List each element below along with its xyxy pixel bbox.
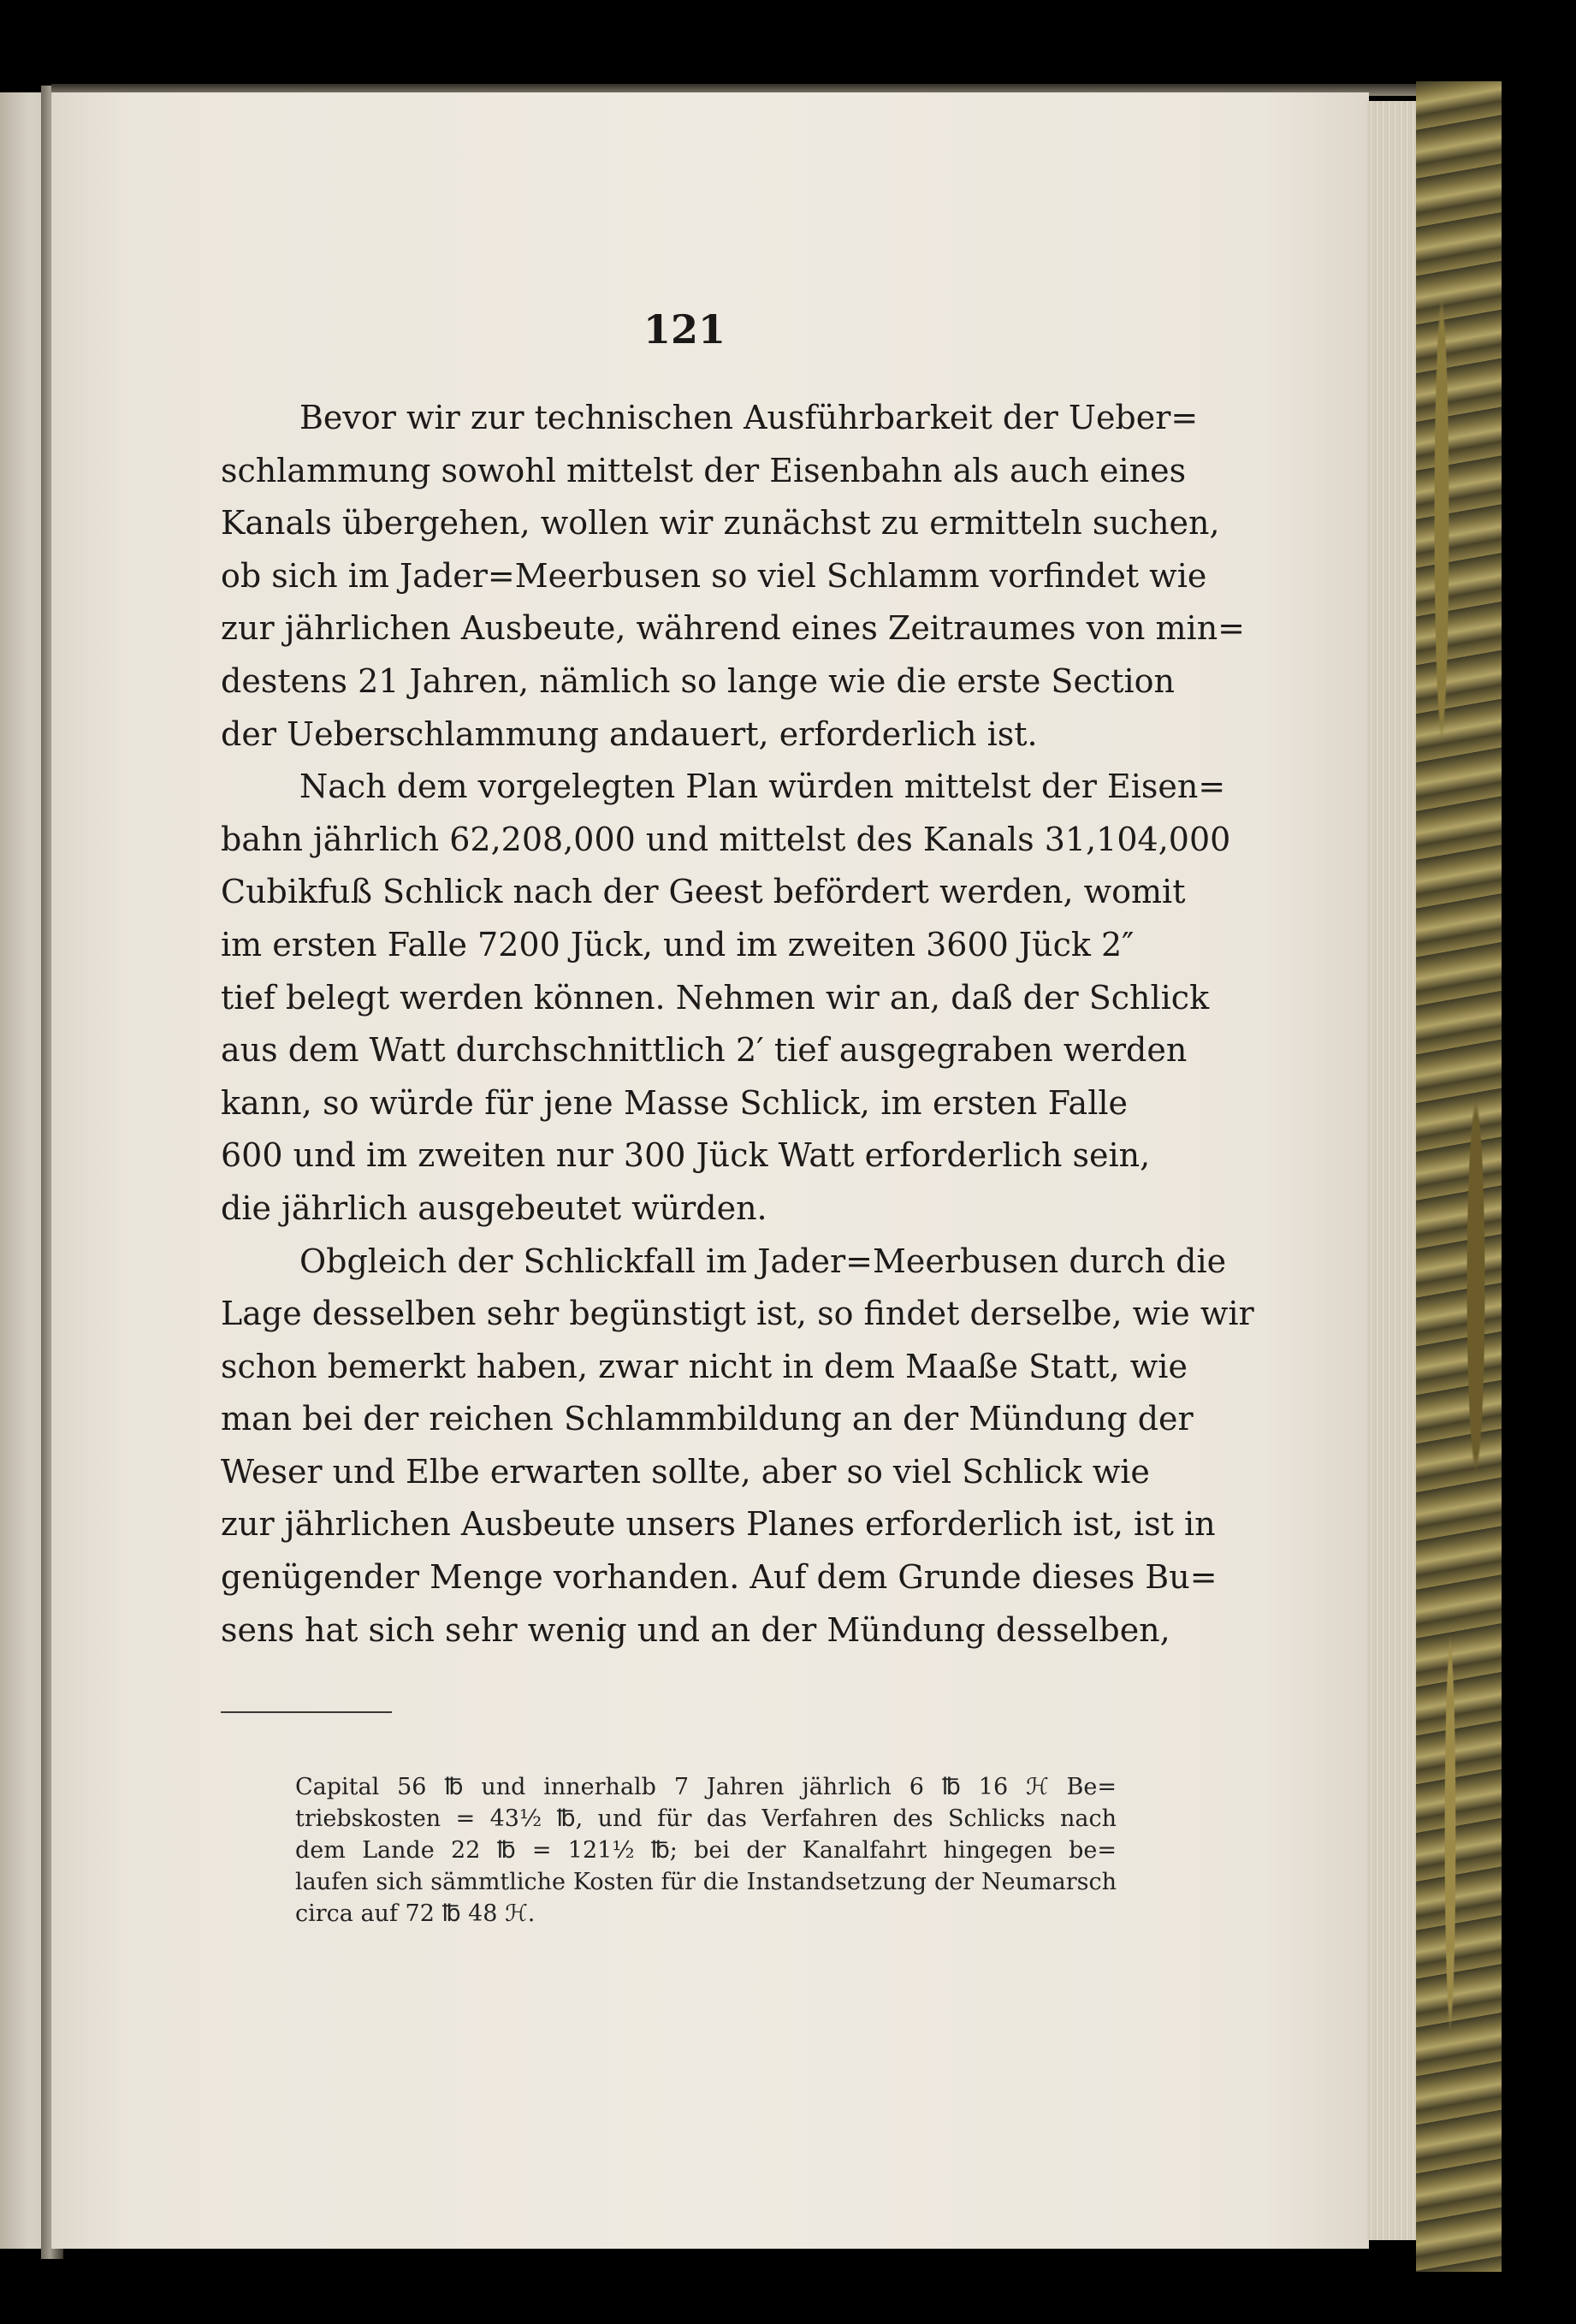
text-line: Cubikfuß Schlick nach der Geest befördert werden, womit — [221, 873, 1186, 911]
text-line: Nach dem vorgelegten Plan würden mittelst der Eisen= — [299, 768, 1226, 806]
body-text — [221, 392, 1254, 1657]
text-line: im ersten Falle 7200 Jück, und im zweiten 3600 Jück 2″ — [221, 925, 1135, 963]
text-line: Kanals übergehen, wollen wir zunächst zu ermitteln suchen, — [221, 504, 1220, 542]
footnote-line: triebskosten = 43½ ℔, und für das Verfahren des Schlicks nach — [295, 1805, 1117, 1832]
footnote-divider — [221, 1711, 392, 1713]
text-line: genügender Menge vorhanden. Auf dem Grunde dieses Bu= — [221, 1558, 1218, 1597]
text-line: 600 und im zweiten nur 300 Jück Watt erforderlich sein, — [221, 1136, 1151, 1175]
marbled-cover — [1416, 81, 1502, 2272]
footnote-line: dem Lande 22 ℔ = 121½ ℔; bei der Kanalfahrt hingegen be= — [295, 1837, 1117, 1864]
text-line: schon bemerkt haben, zwar nicht in dem Maaße Statt, wie — [221, 1347, 1188, 1385]
text-line: destens 21 Jahren, nämlich so lange wie die erste Section — [221, 661, 1176, 700]
footnote-line: circa auf 72 ℔ 48 ℋ. — [295, 1900, 536, 1927]
text-line: man bei der reichen Schlammbildung an der Mündung der — [221, 1400, 1194, 1438]
text-line: Bevor wir zur technischen Ausführbarkeit der Ueber= — [299, 399, 1199, 436]
text-line: Lage desselben sehr begünstigt ist, so findet derselbe, wie wir — [221, 1295, 1254, 1333]
text-line: die jährlich ausgebeutet würden. — [221, 1189, 767, 1227]
text-line: der Ueberschlammung andauert, erforderlich ist. — [221, 714, 1038, 753]
text-line: kann, so würde für jene Masse Schlick, im ersten Falle — [221, 1083, 1128, 1122]
text-line: sens hat sich sehr wenig und an der Mündung desselben, — [221, 1610, 1170, 1649]
footnote-line: Capital 56 ℔ und innerhalb 7 Jahren jährlich 6 ℔ 16 ℋ Be= — [295, 1774, 1117, 1800]
footnote-line: laufen sich sämmtliche Kosten für die Instandsetzung der Neumarsch — [295, 1869, 1117, 1895]
text-line: Obgleich der Schlickfall im Jader=Meerbusen durch die — [299, 1242, 1227, 1280]
text-line: Weser und Elbe erwarten sollte, aber so viel Schlick wie — [221, 1452, 1150, 1491]
text-line: bahn jährlich 62,208,000 und mittelst des Kanals 31,104,000 — [221, 820, 1231, 858]
text-line: ob sich im Jader=Meerbusen so viel Schlamm vorfindet wie — [221, 556, 1207, 595]
text-line: zur jährlichen Ausbeute unsers Planes erforderlich ist, ist in — [221, 1505, 1216, 1544]
page-edges-stack — [1367, 101, 1422, 2240]
text-line: zur jährlichen Ausbeute, während eines Zeitraumes von min= — [221, 609, 1246, 648]
footnote — [295, 1771, 1117, 1930]
text-line: tief belegt werden können. Nehmen wir an, daß der Schlick — [221, 978, 1210, 1017]
page-number: 121 — [643, 306, 726, 353]
text-line: aus dem Watt durchschnittlich 2′ tief ausgegraben werden — [221, 1031, 1188, 1070]
text-line: schlammung sowohl mittelst der Eisenbahn als auch eines — [221, 451, 1187, 489]
